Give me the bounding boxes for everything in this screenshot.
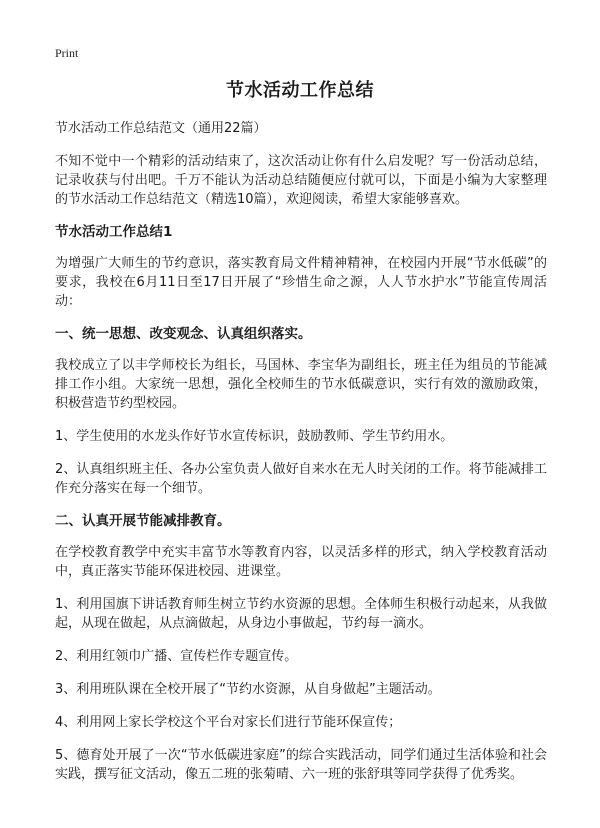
list-item: 2、认真组织班主任、各办公室负责人做好自来水在无人时关闭的工作。将节能减排工作充分落实在每一个细节。 <box>55 462 547 496</box>
document-body <box>55 119 547 784</box>
document-title: 节水活动工作总结 <box>226 80 374 101</box>
intro-paragraph: 不知不觉中一个精彩的活动结束了，这次活动让你有什么启发呢？写一份活动总结，记录收获与付出吧。千万不能认为活动总结随便应付就可以，下面是小编为大家整理的节水活动工作总结范文（精选10篇），欢迎阅读，希望大家能够喜欢。 <box>55 154 547 207</box>
list-item: 4、利用网上家长学校这个平台对家长们进行节能环保宣传； <box>55 715 402 730</box>
list-item: 1、利用国旗下讲话教育师生树立节约水资源的思想。全体师生积极行动起来，从我做起，从现在做起，从点滴做起，从身边小事做起，节约每一滴水。 <box>55 597 547 631</box>
part-paragraph: 我校成立了以丰学师校长为组长，马国林、李宝华为副组长，班主任为组员的节能减排工作小组。大家统一思想，强化全校师生的节水低碳意识，实行有效的激励政策，积极营造节约型校园。 <box>55 358 547 411</box>
document-subtitle: 节水活动工作总结范文（通用22篇） <box>55 121 267 136</box>
list-item: 2、利用红领巾广播、宣传栏作专题宣传。 <box>55 649 298 664</box>
section-paragraph: 为增强广大师生的节约意识，落实教育局文件精神精神，在校园内开展“节水低碳”的要求，我校在6月11日至17日开展了“珍惜生命之源，人人节水护水”节能宣传周活动： <box>55 256 547 309</box>
list-item: 5、德育处开展了一次“节水低碳进家庭”的综合实践活动，同学们通过生活体验和社会实践，撰写征文活动，像五二班的张菊晴、六一班的张舒琪等同学获得了优秀奖。 <box>55 748 547 782</box>
section-heading: 节水活动工作总结1 <box>55 224 173 240</box>
part-paragraph: 在学校教育教学中充实丰富节水等教育内容，以灵活多样的形式，纳入学校教育活动中，真正落实节能环保进校园、进课堂。 <box>55 545 547 579</box>
part-heading: 二、认真开展节能减排教育。 <box>55 513 231 529</box>
list-item: 3、利用班队课在全校开展了“节约水资源，从自身做起”主题活动。 <box>55 682 441 697</box>
part-heading: 一、统一思想、改变观念、认真组织落实。 <box>55 326 312 342</box>
list-item: 1、学生使用的水龙头作好节水宣传标识，鼓励教师、学生节约用水。 <box>55 429 454 444</box>
print-link[interactable]: Print <box>55 46 79 60</box>
